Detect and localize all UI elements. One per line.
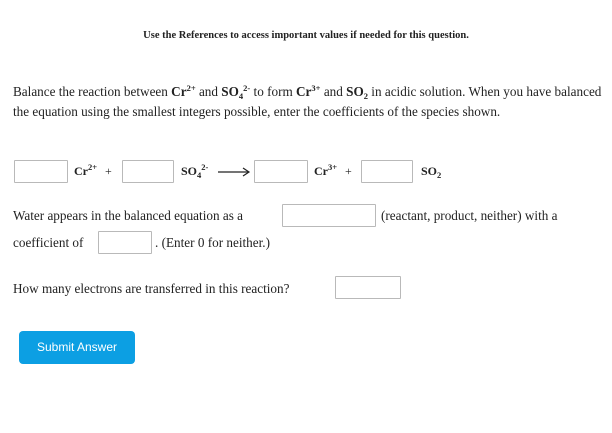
coefficient-label: coefficient of — [13, 235, 84, 250]
water-coefficient-input[interactable] — [98, 231, 152, 254]
species-cr2plus: $Cr^{2+}$ — [74, 162, 98, 178]
coefficient-input-so4[interactable] — [122, 160, 174, 183]
reactant1-formula: $Cr^{2+}$ — [171, 83, 196, 99]
submit-answer-button[interactable]: Submit Answer — [19, 331, 135, 364]
neither-hint: . (Enter 0 for neither.) — [155, 235, 270, 250]
coefficient-input-cr3plus[interactable] — [254, 160, 308, 183]
plus-sign: + — [345, 164, 352, 178]
product1-formula: $Cr^{3+}$ — [296, 83, 321, 99]
electrons-input[interactable] — [335, 276, 401, 299]
question-text: Balance the reaction between $Cr^{2+}$ and $SO_4^{2-}$ to form $Cr^{3+}$ and $SO_2$ in acidic solution. When you have balanced the equation using the smallest integers possible, enter the coefficients of the species shown. — [13, 83, 602, 119]
water-prompt: Water appears in the balanced equation as a — [13, 208, 243, 223]
plus-sign: + — [105, 164, 112, 178]
electrons-prompt: How many electrons are transferred in this reaction? — [13, 281, 290, 296]
references-note: Use the References to access important values if needed for this question. — [143, 30, 469, 41]
coefficient-input-cr2plus[interactable] — [14, 160, 68, 183]
species-so4: $SO_4^{2-}$ — [181, 162, 209, 180]
species-cr3plus: $Cr^{3+}$ — [314, 162, 338, 178]
coefficient-input-so2[interactable] — [361, 160, 413, 183]
product2-formula: $SO_2$ — [346, 84, 368, 101]
water-role-input[interactable] — [282, 204, 376, 227]
water-options-hint: (reactant, product, neither) with a — [381, 208, 558, 223]
species-so2: $SO_2$ — [421, 164, 442, 180]
reactant2-formula: $SO_4^{2-}$ — [221, 83, 251, 101]
reaction-arrow-icon — [218, 166, 252, 178]
